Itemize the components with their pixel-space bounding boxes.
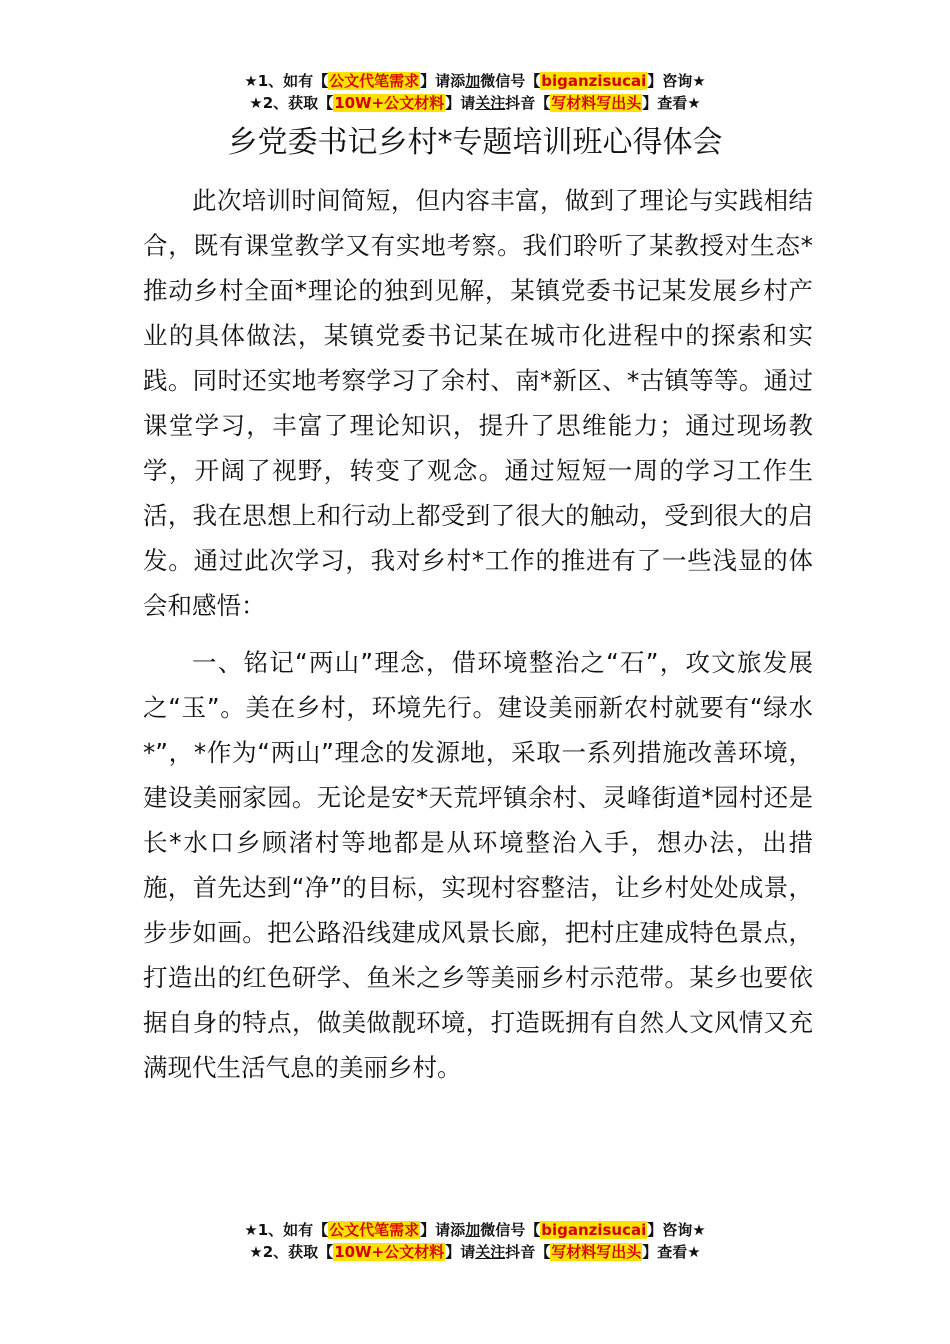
document-title: 乡党委书记乡村*专题培训班心得体会 [227,125,723,160]
highlight-wechat-id: biganzisucai [541,72,647,90]
document-body [143,178,813,1090]
highlight-douyin-account: 写材料写出头 [551,1243,642,1261]
banner-line-2: ★2、获取【10W+公文材料】请关注抖音【写材料写出头】查看★ [249,94,701,112]
highlight-wechat-id: biganzisucai [541,1221,647,1239]
highlight-writing-service: 公文代笔需求 [329,72,420,90]
banner-line-1: ★1、如有【公文代笔需求】请添加微信号【biganzisucai】咨询★ [244,1221,706,1239]
top-banner [0,70,950,114]
bottom-banner [0,1219,950,1263]
paragraph-section-1: 一、铭记“两山”理念，借环境整治之“石”，攻文旅发展之“玉”。美在乡村，环境先行。建设美丽新农村就要有“绿水*”，*作为“两山”理念的发源地，采取一系列措施改善环境，建设美丽家园。无论是安*天荒坪镇余村、灵峰街道*园村还是长*水口乡顾渚村等地都是从环境整治入手，想办法，出措施，首先达到“净”的目标，实现村容整洁，让乡村处处成景，步步如画。把公路沿线建成风景长廊，把村庄建成特色景点，打造出的红色研学、鱼米之乡等美丽乡村示范带。某乡也要依据自身的特点，做美做靓环境，打造既拥有自然人文风情又充满现代生活气息的美丽乡村。 [143,648,813,1082]
highlight-materials: 10W+公文材料 [334,1243,445,1261]
paragraph-intro: 此次培训时间简短，但内容丰富，做到了理论与实践相结合，既有课堂教学又有实地考察。我们聆听了某教授对生态*推动乡村全面*理论的独到见解，某镇党委书记某发展乡村产业的具体做法，某镇党委书记某在城市化进程中的探索和实践。同时还实地考察学习了余村、南*新区、*古镇等等。通过课堂学习，丰富了理论知识，提升了思维能力；通过现场教学，开阔了视野，转变了观念。通过短短一周的学习工作生活，我在思想上和行动上都受到了很大的触动，受到很大的启发。通过此次学习，我对乡村*工作的推进有了一些浅显的体会和感悟： [143,186,813,620]
banner-line-2: ★2、获取【10W+公文材料】请关注抖音【写材料写出头】查看★ [249,1243,701,1261]
highlight-materials: 10W+公文材料 [334,94,445,112]
highlight-douyin-account: 写材料写出头 [551,94,642,112]
highlight-writing-service: 公文代笔需求 [329,1221,420,1239]
banner-line-1: ★1、如有【公文代笔需求】请添加微信号【biganzisucai】咨询★ [244,72,706,90]
